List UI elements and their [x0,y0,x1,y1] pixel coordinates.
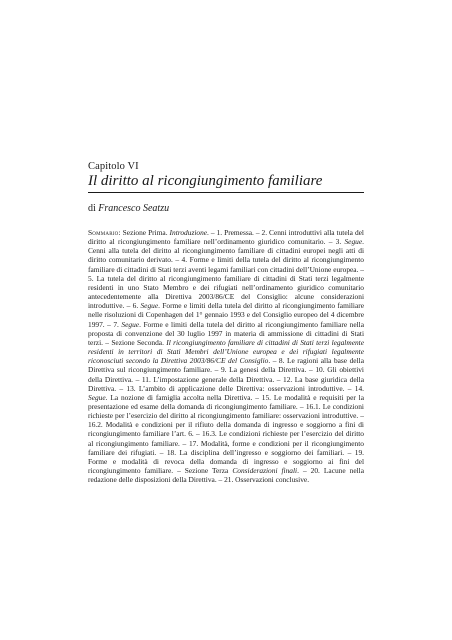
summary-text-run: . Cenni alla tutela del diritto al ricongiungimento familiare di cittadini europei negli atti di diritto comunitario derivato. – 4. Forme e limiti della tutela del diritto al ricongiungimento familiare di cittadini di Stati terzi aventi legami familiari con cittadini dell’Unione europea. – 5. La tutela del diritto al ricongiungimento familiare di cittadini di Stati terzi legalmente residenti in uno Stato Membro e dei rifugiati nell’ordinamento giuridico comunitario antecedentemente alla Direttiva 2003/86/CE del Consiglio: alcune considerazioni introduttive. – 6. [88,237,364,311]
summary-text-run: . Forme e limiti della tutela del diritto al ricongiungimento familiare nella proposta di convenzione del 30 luglio 1997 in materia di ammissione di cittadini di Stati terzi. – Sezione Seconda. [88,319,364,347]
summary-text-run: . Forme e limiti della tutela del diritto al ricongiungimento familiare nelle risoluzioni di Copenhagen del 1° gennaio 1993 e del Consiglio europeo del 4 dicembre 1997. – 7. [88,301,365,329]
author-prefix: di [88,203,96,214]
summary-italic-run: Segue [121,319,140,329]
summary-text-run: Sezione Prima. [120,228,170,237]
chapter-label: Capitolo VI [88,161,139,172]
summary-text-run: . – 1. Premessa. – 2. Cenni introduttivi alla tutela del diritto al ricongiungimento familiare nell’ordinamento giuridico comunitario. – 3. [88,228,364,247]
chapter-summary [88,228,364,484]
title-rule [88,192,364,193]
summary-text-run: . – 8. Le ragioni alla base della Direttiva sul ricongiungimento familiare. – 9. La genesi della Direttiva. – 10. Gli obiettivi della Direttiva. – 11. L’impostazione generale della Direttiva. – 12. La base giuridica della Direttiva. – 13. L’ambito di applicazione delle Direttiva: osservazioni introduttive. – 14. [88,356,364,393]
summary-text-run: . La nozione di famiglia accolta nella Direttiva. – 15. Le modalità e requisiti per la presentazione ed esame della domanda di ricongiungimento familiare. – 16.1. Le condizioni richieste per l’esercizio del diritto al ricongiungimento familiare: osservazioni introduttive. – 16.2. Modalità e condizioni per il rifiuto della domanda di ingresso e soggiorno a fini di ricongiungimento familiare l’art. 6. – 16.3. Le condizioni richieste per l’esercizio del diritto al ricongiungimento familiare. – 17. Modalità, forme e condizioni per il ricongiungimento familiare dei rifugiati. – 18. La disciplina dell’ingresso e soggiorno dei familiari. – 19. Forme e modalità di revoca della domanda di ingresso e soggiorno ai fini del ricongiungimento familiare. – Sezione Terza [88,392,364,476]
summary-italic-run: Introduzione [169,228,208,237]
summary-lead: Sommario: [88,228,121,237]
author-line [88,203,169,215]
summary-italic-run: Segue [88,392,106,402]
summary-italic-run: Segue [344,237,363,247]
summary-italic-run: Considerazioni finali [232,466,298,476]
summary-italic-run: Il ricongiungimento familiare di cittadini di Stati terzi legalmente residenti in territori di Stati Membri dell’Unione europea e dei rifugiati legalmente riconosciuti secondo la Direttiva 2003/86/CE del Consiglio [88,337,365,366]
summary-text-run: . – 20. Lacune nella redazione delle disposizioni della Direttiva. – 21. Osservazioni conclusive. [88,466,365,485]
chapter-title: Il diritto al ricongiungimento familiare [88,173,323,189]
summary-body [88,228,364,484]
summary-italic-run: Segue [140,301,159,311]
author-name: Francesco Seatzu [98,203,170,214]
